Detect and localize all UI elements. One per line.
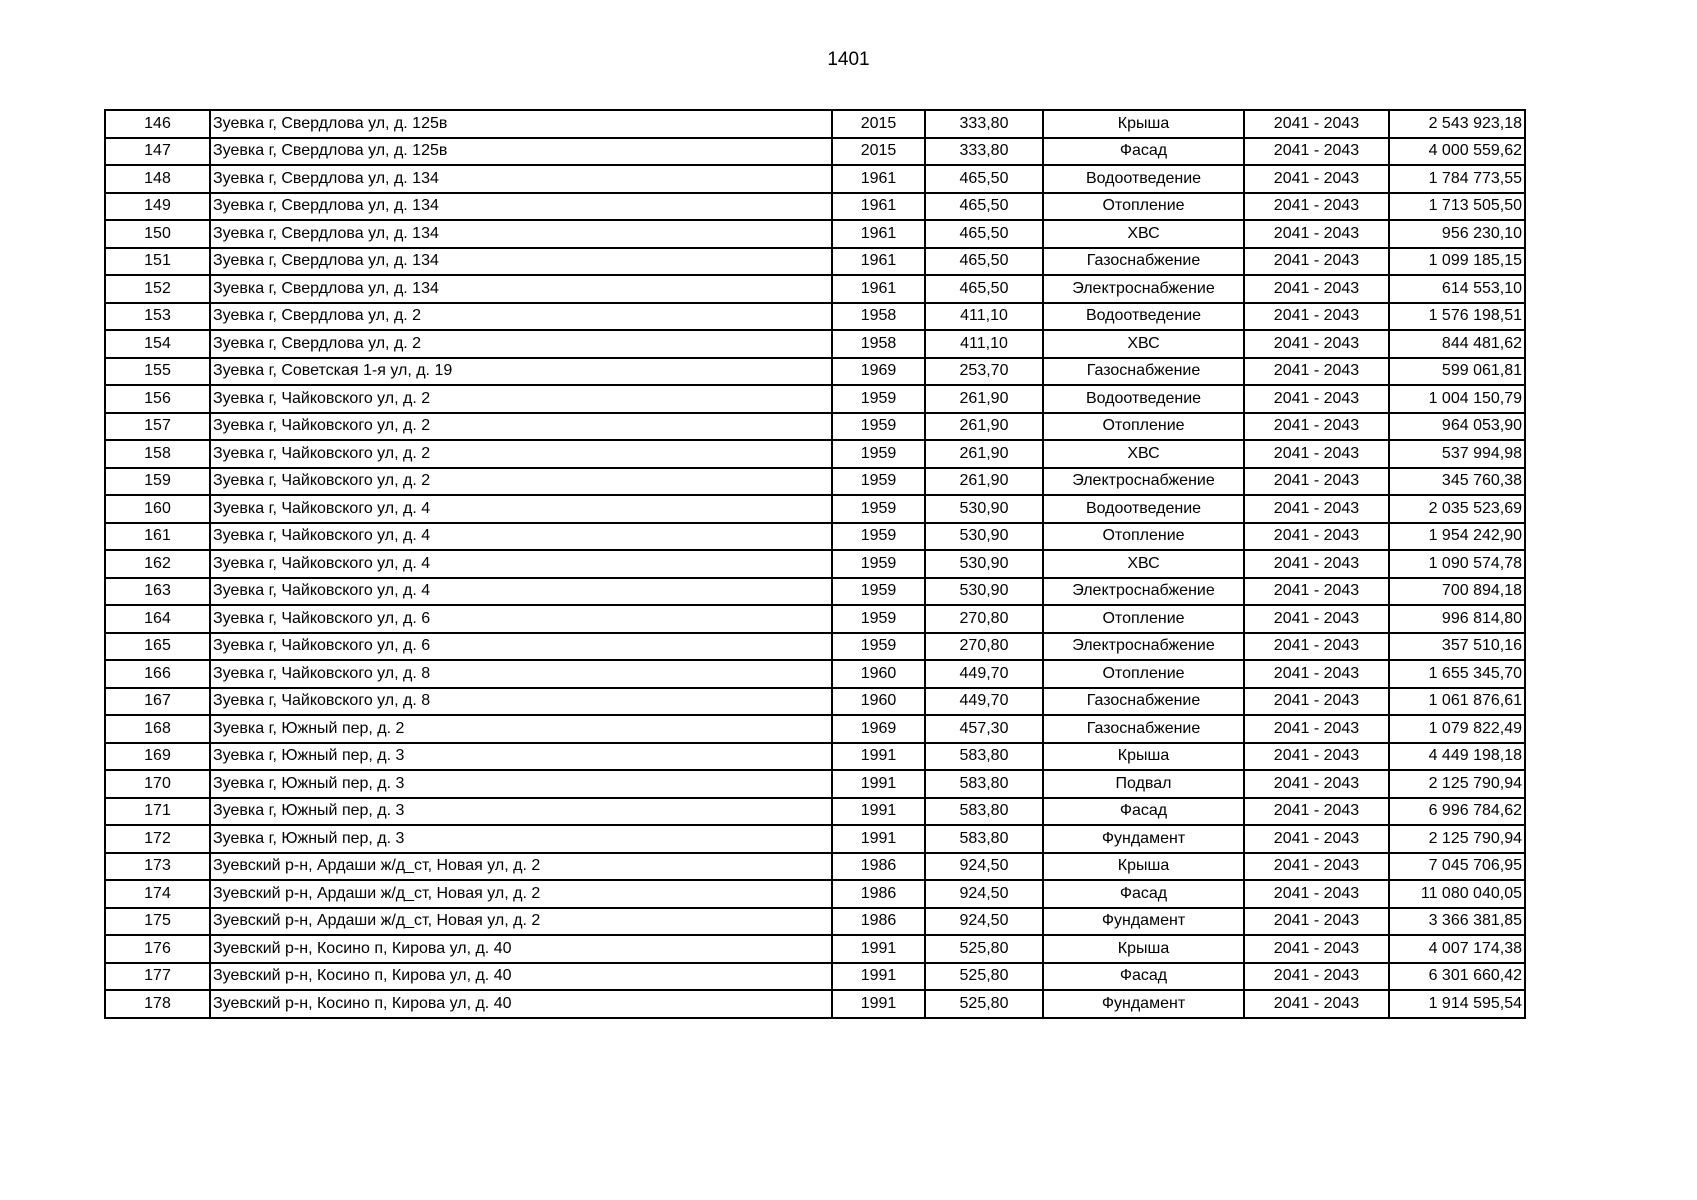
address-cell: Зуевка г, Чайковского ул, д. 8 [210, 660, 832, 688]
build-year-cell: 1991 [832, 743, 925, 771]
registry-table [104, 109, 1526, 1019]
period-cell: 2041 - 2043 [1244, 990, 1389, 1018]
address-cell: Зуевка г, Южный пер, д. 3 [210, 770, 832, 798]
table-row [105, 688, 1525, 716]
build-year-cell: 1969 [832, 715, 925, 743]
period-cell: 2041 - 2043 [1244, 633, 1389, 661]
area-cell: 270,80 [925, 633, 1043, 661]
table-row [105, 468, 1525, 496]
build-year-cell: 1991 [832, 770, 925, 798]
work-type-cell: Газоснабжение [1043, 358, 1244, 386]
address-cell: Зуевка г, Чайковского ул, д. 2 [210, 468, 832, 496]
table-row [105, 495, 1525, 523]
row-number-cell: 151 [105, 248, 210, 276]
table-row [105, 963, 1525, 991]
work-type-cell: Газоснабжение [1043, 715, 1244, 743]
build-year-cell: 1969 [832, 358, 925, 386]
work-type-cell: Электроснабжение [1043, 468, 1244, 496]
area-cell: 924,50 [925, 880, 1043, 908]
work-type-cell: ХВС [1043, 330, 1244, 358]
area-cell: 411,10 [925, 330, 1043, 358]
area-cell: 270,80 [925, 605, 1043, 633]
cost-cell: 599 061,81 [1389, 358, 1525, 386]
address-cell: Зуевка г, Свердлова ул, д. 134 [210, 248, 832, 276]
table-row [105, 303, 1525, 331]
address-cell: Зуевка г, Свердлова ул, д. 2 [210, 303, 832, 331]
period-cell: 2041 - 2043 [1244, 935, 1389, 963]
area-cell: 583,80 [925, 825, 1043, 853]
cost-cell: 4 007 174,38 [1389, 935, 1525, 963]
address-cell: Зуевка г, Южный пер, д. 3 [210, 825, 832, 853]
work-type-cell: Фасад [1043, 138, 1244, 166]
cost-cell: 614 553,10 [1389, 275, 1525, 303]
row-number-cell: 162 [105, 550, 210, 578]
table-row [105, 990, 1525, 1018]
area-cell: 530,90 [925, 523, 1043, 551]
build-year-cell: 2015 [832, 110, 925, 138]
build-year-cell: 1959 [832, 468, 925, 496]
area-cell: 449,70 [925, 660, 1043, 688]
period-cell: 2041 - 2043 [1244, 193, 1389, 221]
address-cell: Зуевка г, Чайковского ул, д. 2 [210, 440, 832, 468]
build-year-cell: 1960 [832, 660, 925, 688]
period-cell: 2041 - 2043 [1244, 963, 1389, 991]
area-cell: 261,90 [925, 413, 1043, 441]
table-row [105, 715, 1525, 743]
build-year-cell: 1960 [832, 688, 925, 716]
cost-cell: 1 713 505,50 [1389, 193, 1525, 221]
cost-cell: 2 543 923,18 [1389, 110, 1525, 138]
cost-cell: 964 053,90 [1389, 413, 1525, 441]
table-row [105, 248, 1525, 276]
build-year-cell: 1959 [832, 550, 925, 578]
cost-cell: 6 996 784,62 [1389, 798, 1525, 826]
build-year-cell: 1959 [832, 523, 925, 551]
work-type-cell: Крыша [1043, 110, 1244, 138]
build-year-cell: 1991 [832, 963, 925, 991]
area-cell: 465,50 [925, 220, 1043, 248]
build-year-cell: 1961 [832, 248, 925, 276]
period-cell: 2041 - 2043 [1244, 275, 1389, 303]
row-number-cell: 164 [105, 605, 210, 633]
table-row [105, 578, 1525, 606]
address-cell: Зуевка г, Чайковского ул, д. 6 [210, 605, 832, 633]
address-cell: Зуевка г, Чайковского ул, д. 4 [210, 495, 832, 523]
address-cell: Зуевка г, Свердлова ул, д. 125в [210, 138, 832, 166]
table-row [105, 330, 1525, 358]
build-year-cell: 1961 [832, 193, 925, 221]
work-type-cell: Крыша [1043, 935, 1244, 963]
table-row [105, 220, 1525, 248]
work-type-cell: Водоотведение [1043, 303, 1244, 331]
address-cell: Зуевка г, Южный пер, д. 3 [210, 798, 832, 826]
work-type-cell: ХВС [1043, 550, 1244, 578]
cost-cell: 844 481,62 [1389, 330, 1525, 358]
row-number-cell: 166 [105, 660, 210, 688]
cost-cell: 996 814,80 [1389, 605, 1525, 633]
table-row [105, 165, 1525, 193]
build-year-cell: 1991 [832, 935, 925, 963]
address-cell: Зуевка г, Чайковского ул, д. 4 [210, 578, 832, 606]
build-year-cell: 1991 [832, 798, 925, 826]
address-cell: Зуевка г, Чайковского ул, д. 8 [210, 688, 832, 716]
build-year-cell: 1959 [832, 633, 925, 661]
row-number-cell: 165 [105, 633, 210, 661]
row-number-cell: 163 [105, 578, 210, 606]
area-cell: 525,80 [925, 963, 1043, 991]
build-year-cell: 1986 [832, 908, 925, 936]
work-type-cell: Фундамент [1043, 908, 1244, 936]
work-type-cell: Фундамент [1043, 990, 1244, 1018]
work-type-cell: Отопление [1043, 413, 1244, 441]
area-cell: 261,90 [925, 468, 1043, 496]
table-row [105, 385, 1525, 413]
table-row [105, 633, 1525, 661]
table-row [105, 908, 1525, 936]
address-cell: Зуевка г, Свердлова ул, д. 134 [210, 193, 832, 221]
address-cell: Зуевка г, Чайковского ул, д. 6 [210, 633, 832, 661]
cost-cell: 537 994,98 [1389, 440, 1525, 468]
page-number: 1401 [827, 49, 870, 70]
address-cell: Зуевка г, Свердлова ул, д. 2 [210, 330, 832, 358]
build-year-cell: 1961 [832, 220, 925, 248]
address-cell: Зуевский р-н, Косино п, Кирова ул, д. 40 [210, 935, 832, 963]
period-cell: 2041 - 2043 [1244, 385, 1389, 413]
address-cell: Зуевка г, Свердлова ул, д. 134 [210, 220, 832, 248]
area-cell: 465,50 [925, 193, 1043, 221]
period-cell: 2041 - 2043 [1244, 715, 1389, 743]
area-cell: 449,70 [925, 688, 1043, 716]
row-number-cell: 149 [105, 193, 210, 221]
area-cell: 261,90 [925, 385, 1043, 413]
row-number-cell: 150 [105, 220, 210, 248]
row-number-cell: 172 [105, 825, 210, 853]
build-year-cell: 1958 [832, 303, 925, 331]
period-cell: 2041 - 2043 [1244, 743, 1389, 771]
row-number-cell: 153 [105, 303, 210, 331]
build-year-cell: 2015 [832, 138, 925, 166]
address-cell: Зуевка г, Чайковского ул, д. 4 [210, 523, 832, 551]
period-cell: 2041 - 2043 [1244, 853, 1389, 881]
work-type-cell: Крыша [1043, 853, 1244, 881]
build-year-cell: 1986 [832, 853, 925, 881]
area-cell: 465,50 [925, 165, 1043, 193]
cost-cell: 956 230,10 [1389, 220, 1525, 248]
area-cell: 457,30 [925, 715, 1043, 743]
area-cell: 333,80 [925, 110, 1043, 138]
build-year-cell: 1991 [832, 990, 925, 1018]
period-cell: 2041 - 2043 [1244, 550, 1389, 578]
period-cell: 2041 - 2043 [1244, 358, 1389, 386]
table-row [105, 358, 1525, 386]
period-cell: 2041 - 2043 [1244, 220, 1389, 248]
row-number-cell: 176 [105, 935, 210, 963]
cost-cell: 1 099 185,15 [1389, 248, 1525, 276]
cost-cell: 2 125 790,94 [1389, 770, 1525, 798]
table-row [105, 440, 1525, 468]
cost-cell: 1 004 150,79 [1389, 385, 1525, 413]
work-type-cell: Отопление [1043, 605, 1244, 633]
build-year-cell: 1959 [832, 605, 925, 633]
work-type-cell: Газоснабжение [1043, 688, 1244, 716]
address-cell: Зуевка г, Свердлова ул, д. 125в [210, 110, 832, 138]
build-year-cell: 1959 [832, 440, 925, 468]
work-type-cell: Фасад [1043, 880, 1244, 908]
area-cell: 583,80 [925, 798, 1043, 826]
table-row [105, 110, 1525, 138]
cost-cell: 1 784 773,55 [1389, 165, 1525, 193]
address-cell: Зуевка г, Свердлова ул, д. 134 [210, 275, 832, 303]
address-cell: Зуевка г, Южный пер, д. 2 [210, 715, 832, 743]
work-type-cell: Газоснабжение [1043, 248, 1244, 276]
period-cell: 2041 - 2043 [1244, 908, 1389, 936]
address-cell: Зуевский р-н, Косино п, Кирова ул, д. 40 [210, 963, 832, 991]
area-cell: 333,80 [925, 138, 1043, 166]
address-cell: Зуевский р-н, Ардаши ж/д_ст, Новая ул, д. 2 [210, 908, 832, 936]
cost-cell: 11 080 040,05 [1389, 880, 1525, 908]
area-cell: 924,50 [925, 853, 1043, 881]
area-cell: 530,90 [925, 550, 1043, 578]
row-number-cell: 146 [105, 110, 210, 138]
build-year-cell: 1961 [832, 275, 925, 303]
period-cell: 2041 - 2043 [1244, 605, 1389, 633]
period-cell: 2041 - 2043 [1244, 248, 1389, 276]
area-cell: 525,80 [925, 990, 1043, 1018]
cost-cell: 1 576 198,51 [1389, 303, 1525, 331]
cost-cell: 2 125 790,94 [1389, 825, 1525, 853]
build-year-cell: 1986 [832, 880, 925, 908]
work-type-cell: Водоотведение [1043, 165, 1244, 193]
table-row [105, 743, 1525, 771]
build-year-cell: 1961 [832, 165, 925, 193]
registry-body [105, 110, 1525, 1018]
area-cell: 253,70 [925, 358, 1043, 386]
work-type-cell: Электроснабжение [1043, 633, 1244, 661]
area-cell: 465,50 [925, 248, 1043, 276]
period-cell: 2041 - 2043 [1244, 880, 1389, 908]
work-type-cell: Водоотведение [1043, 495, 1244, 523]
period-cell: 2041 - 2043 [1244, 688, 1389, 716]
address-cell: Зуевка г, Южный пер, д. 3 [210, 743, 832, 771]
cost-cell: 6 301 660,42 [1389, 963, 1525, 991]
build-year-cell: 1959 [832, 578, 925, 606]
row-number-cell: 177 [105, 963, 210, 991]
cost-cell: 7 045 706,95 [1389, 853, 1525, 881]
cost-cell: 1 061 876,61 [1389, 688, 1525, 716]
row-number-cell: 154 [105, 330, 210, 358]
cost-cell: 2 035 523,69 [1389, 495, 1525, 523]
period-cell: 2041 - 2043 [1244, 825, 1389, 853]
area-cell: 525,80 [925, 935, 1043, 963]
table-row [105, 660, 1525, 688]
work-type-cell: ХВС [1043, 440, 1244, 468]
work-type-cell: Фундамент [1043, 825, 1244, 853]
table-row [105, 605, 1525, 633]
row-number-cell: 170 [105, 770, 210, 798]
period-cell: 2041 - 2043 [1244, 440, 1389, 468]
work-type-cell: Фасад [1043, 798, 1244, 826]
period-cell: 2041 - 2043 [1244, 413, 1389, 441]
period-cell: 2041 - 2043 [1244, 578, 1389, 606]
work-type-cell: Фасад [1043, 963, 1244, 991]
row-number-cell: 148 [105, 165, 210, 193]
period-cell: 2041 - 2043 [1244, 770, 1389, 798]
row-number-cell: 159 [105, 468, 210, 496]
area-cell: 583,80 [925, 743, 1043, 771]
row-number-cell: 161 [105, 523, 210, 551]
table-row [105, 798, 1525, 826]
period-cell: 2041 - 2043 [1244, 110, 1389, 138]
table-row [105, 193, 1525, 221]
table-row [105, 550, 1525, 578]
address-cell: Зуевский р-н, Косино п, Кирова ул, д. 40 [210, 990, 832, 1018]
area-cell: 530,90 [925, 578, 1043, 606]
address-cell: Зуевка г, Чайковского ул, д. 4 [210, 550, 832, 578]
area-cell: 924,50 [925, 908, 1043, 936]
row-number-cell: 158 [105, 440, 210, 468]
table-row [105, 523, 1525, 551]
row-number-cell: 175 [105, 908, 210, 936]
work-type-cell: Крыша [1043, 743, 1244, 771]
table-row [105, 853, 1525, 881]
cost-cell: 1 954 242,90 [1389, 523, 1525, 551]
table-row [105, 825, 1525, 853]
period-cell: 2041 - 2043 [1244, 138, 1389, 166]
work-type-cell: Водоотведение [1043, 385, 1244, 413]
work-type-cell: Электроснабжение [1043, 275, 1244, 303]
table-row [105, 275, 1525, 303]
period-cell: 2041 - 2043 [1244, 165, 1389, 193]
build-year-cell: 1991 [832, 825, 925, 853]
table-row [105, 138, 1525, 166]
work-type-cell: Электроснабжение [1043, 578, 1244, 606]
build-year-cell: 1959 [832, 385, 925, 413]
period-cell: 2041 - 2043 [1244, 798, 1389, 826]
row-number-cell: 178 [105, 990, 210, 1018]
row-number-cell: 156 [105, 385, 210, 413]
address-cell: Зуевский р-н, Ардаши ж/д_ст, Новая ул, д. 2 [210, 853, 832, 881]
address-cell: Зуевский р-н, Ардаши ж/д_ст, Новая ул, д. 2 [210, 880, 832, 908]
address-cell: Зуевка г, Свердлова ул, д. 134 [210, 165, 832, 193]
period-cell: 2041 - 2043 [1244, 330, 1389, 358]
cost-cell: 357 510,16 [1389, 633, 1525, 661]
row-number-cell: 168 [105, 715, 210, 743]
row-number-cell: 157 [105, 413, 210, 441]
row-number-cell: 171 [105, 798, 210, 826]
cost-cell: 1 090 574,78 [1389, 550, 1525, 578]
work-type-cell: Отопление [1043, 660, 1244, 688]
area-cell: 465,50 [925, 275, 1043, 303]
cost-cell: 345 760,38 [1389, 468, 1525, 496]
work-type-cell: Отопление [1043, 193, 1244, 221]
address-cell: Зуевка г, Чайковского ул, д. 2 [210, 413, 832, 441]
table-row [105, 770, 1525, 798]
area-cell: 530,90 [925, 495, 1043, 523]
cost-cell: 4 000 559,62 [1389, 138, 1525, 166]
cost-cell: 1 914 595,54 [1389, 990, 1525, 1018]
area-cell: 583,80 [925, 770, 1043, 798]
table-row [105, 935, 1525, 963]
period-cell: 2041 - 2043 [1244, 303, 1389, 331]
address-cell: Зуевка г, Советская 1-я ул, д. 19 [210, 358, 832, 386]
build-year-cell: 1959 [832, 495, 925, 523]
table-row [105, 413, 1525, 441]
area-cell: 261,90 [925, 440, 1043, 468]
period-cell: 2041 - 2043 [1244, 495, 1389, 523]
period-cell: 2041 - 2043 [1244, 468, 1389, 496]
work-type-cell: Отопление [1043, 523, 1244, 551]
row-number-cell: 169 [105, 743, 210, 771]
row-number-cell: 147 [105, 138, 210, 166]
build-year-cell: 1959 [832, 413, 925, 441]
area-cell: 411,10 [925, 303, 1043, 331]
period-cell: 2041 - 2043 [1244, 523, 1389, 551]
address-cell: Зуевка г, Чайковского ул, д. 2 [210, 385, 832, 413]
row-number-cell: 167 [105, 688, 210, 716]
work-type-cell: ХВС [1043, 220, 1244, 248]
row-number-cell: 160 [105, 495, 210, 523]
row-number-cell: 174 [105, 880, 210, 908]
row-number-cell: 173 [105, 853, 210, 881]
row-number-cell: 152 [105, 275, 210, 303]
work-type-cell: Подвал [1043, 770, 1244, 798]
period-cell: 2041 - 2043 [1244, 660, 1389, 688]
build-year-cell: 1958 [832, 330, 925, 358]
row-number-cell: 155 [105, 358, 210, 386]
cost-cell: 1 079 822,49 [1389, 715, 1525, 743]
cost-cell: 700 894,18 [1389, 578, 1525, 606]
cost-cell: 1 655 345,70 [1389, 660, 1525, 688]
cost-cell: 3 366 381,85 [1389, 908, 1525, 936]
table-row [105, 880, 1525, 908]
cost-cell: 4 449 198,18 [1389, 743, 1525, 771]
